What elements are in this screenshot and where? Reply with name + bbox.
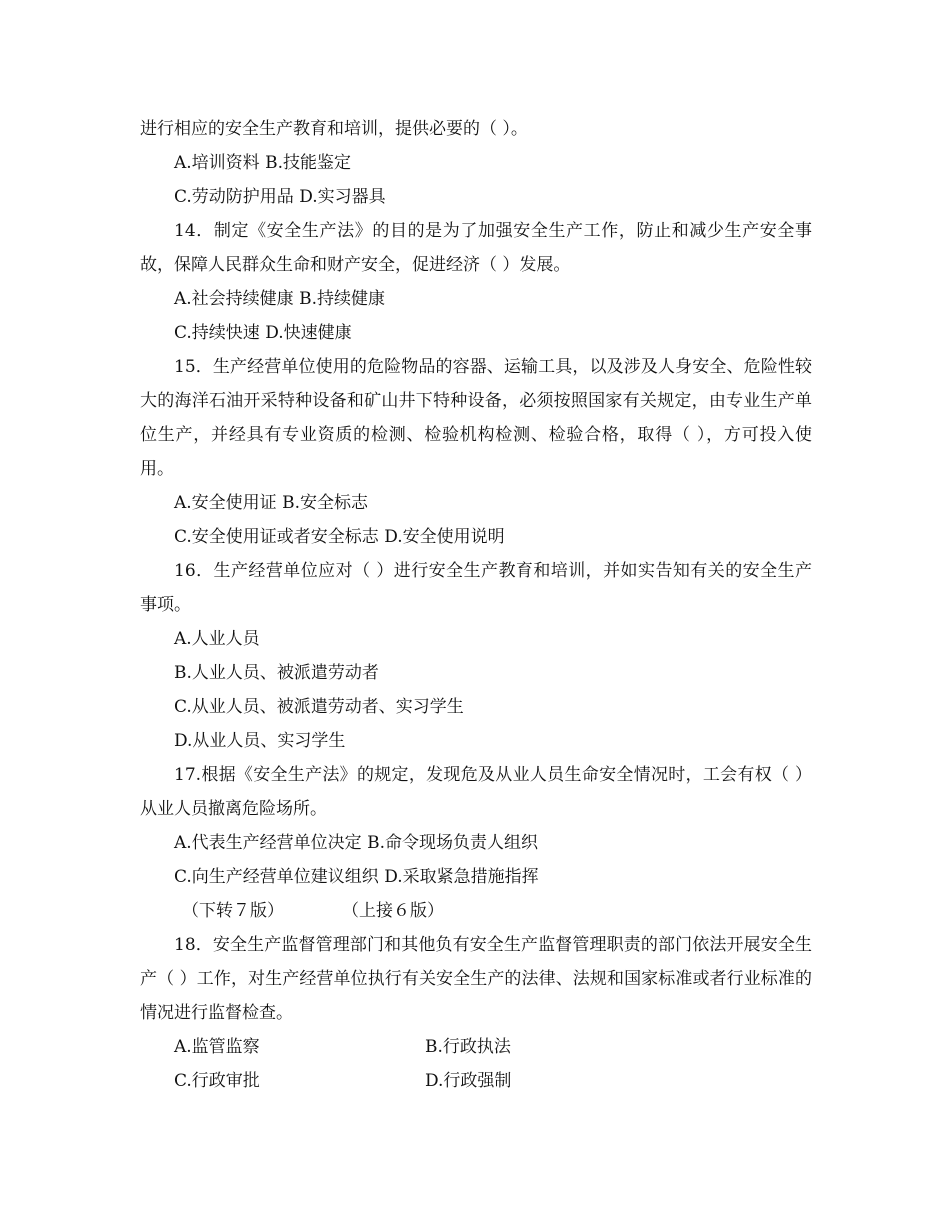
question-13-options-cd: C.劳动防护用品 D.实习器具 (174, 187, 386, 207)
question-18-option-a: A.监管监察 (174, 1037, 260, 1057)
question-18-option-d: D.行政强制 (425, 1071, 512, 1091)
document-body (140, 112, 812, 1098)
page-continuation-note (140, 894, 812, 928)
question-16-stem: 16．生产经营单位应对（ ）进行安全生产教育和培训，并如实告知有关的安全生产事项。 (140, 561, 812, 615)
question-14-options-ab: A.社会持续健康 B.持续健康 (174, 289, 385, 309)
continued-from-note: （上接６版） (342, 901, 444, 921)
question-18-option-b: B.行政执法 (425, 1037, 511, 1057)
question-13-stem-tail: 进行相应的安全生产教育和培训，提供必要的（ ）。 (140, 119, 528, 139)
question-16-option-c: C.从业人员、被派遣劳动者、实习学生 (174, 697, 464, 717)
question-14-stem: 14．制定《安全生产法》的目的是为了加强安全生产工作，防止和减少生产安全事故，保障人民群众生命和财产安全，促进经济（ ）发展。 (140, 221, 812, 275)
question-18-options-row-1 (140, 1030, 812, 1064)
continued-on-note: （下转７版） (182, 901, 284, 921)
question-17-options-cd: C.向生产经营单位建议组织 D.采取紧急措施指挥 (174, 867, 539, 887)
question-16-option-a: A.人业人员 (174, 629, 260, 649)
question-18-option-c: C.行政审批 (174, 1071, 260, 1091)
question-18-stem: 18．安全生产监督管理部门和其他负有安全生产监督管理职责的部门依法开展安全生产（ ）工作，对生产经营单位执行有关安全生产的法律、法规和国家标准或者行业标准的情况进行监督检查。 (140, 935, 812, 1023)
question-13-options-ab: A.培训资料 B.技能鉴定 (174, 153, 351, 173)
question-15-options-ab: A.安全使用证 B.安全标志 (174, 493, 368, 513)
question-17-options-ab: A.代表生产经营单位决定 B.命令现场负责人组织 (174, 833, 538, 853)
question-16-option-b: B.人业人员、被派遣劳动者 (174, 663, 379, 683)
question-18-options-row-2 (140, 1064, 812, 1098)
question-16-option-d: D.从业人员、实习学生 (174, 731, 346, 751)
question-17-stem: 17.根据《安全生产法》的规定，发现危及从业人员生命安全情况时，工会有权（ ）从业人员撤离危险场所。 (140, 765, 812, 819)
question-15-stem: 15．生产经营单位使用的危险物品的容器、运输工具，以及涉及人身安全、危险性较大的海洋石油开采特种设备和矿山井下特种设备，必须按照国家有关规定，由专业生产单位生产，并经具有专业资质的检测、检验机构检测、检验合格，取得（ ），方可投入使用。 (140, 357, 812, 479)
question-14-options-cd: C.持续快速 D.快速健康 (174, 323, 352, 343)
question-15-options-cd: C.安全使用证或者安全标志 D.安全使用说明 (174, 527, 505, 547)
